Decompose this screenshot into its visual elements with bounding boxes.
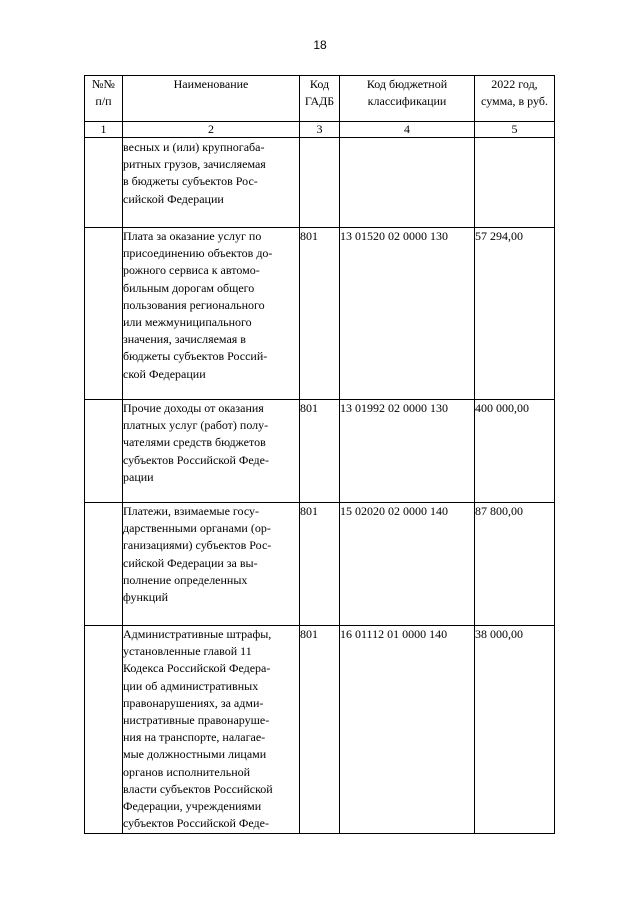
income-name-line: установленные главой 11 <box>123 644 252 659</box>
income-name-line: Кодекса Российской Федера- <box>123 661 271 676</box>
income-name-line: власти субъектов Российской <box>123 781 273 796</box>
header-sum-2022: 2022 год, сумма, в руб. <box>475 76 555 122</box>
income-name-line: сийской Федерации за вы- <box>123 555 258 570</box>
income-name-line: пользования регионального <box>123 297 265 312</box>
budget-classification-cell: 13 01520 02 0000 130 <box>340 228 475 400</box>
row-number-cell <box>85 400 123 503</box>
income-name-line: правонарушениях, за адми- <box>123 695 264 710</box>
table-row <box>85 400 555 503</box>
income-name-line: Плата за оказание услуг по <box>123 229 262 243</box>
row-number-cell <box>85 138 123 228</box>
income-name-line: Федерации, учреждениями <box>123 799 262 814</box>
income-name-line: бильным дорогам общего <box>123 280 255 295</box>
header-name: Наименование <box>123 76 300 122</box>
column-number: 1 <box>85 122 123 138</box>
header-gadb-code: Код ГАДБ <box>300 76 340 122</box>
header-budget-classification-code: Код бюджетной классификации <box>340 76 475 122</box>
budget-table <box>84 75 555 834</box>
row-number-cell <box>85 228 123 400</box>
row-number-cell <box>85 626 123 834</box>
income-name-cell <box>123 626 300 834</box>
income-name-cell <box>123 400 300 503</box>
table-row <box>85 138 555 228</box>
header-row-number: №№ п/п <box>85 76 123 122</box>
gadb-code-cell: 801 <box>300 626 340 834</box>
income-name-cell <box>123 138 300 228</box>
income-name-line: ния на транспорте, налагае- <box>123 730 266 745</box>
income-name-line: функций <box>123 590 168 605</box>
income-name-line: Платежи, взимаемые госу- <box>123 504 260 518</box>
income-name-line: Административные штрафы, <box>123 627 272 641</box>
gadb-code-cell: 801 <box>300 400 340 503</box>
income-name-line: присоединению объектов до- <box>123 246 273 261</box>
income-name-cell <box>123 503 300 626</box>
sum-cell: 57 294,00 <box>475 228 555 400</box>
sum-cell: 87 800,00 <box>475 503 555 626</box>
income-name-line: органов исполнительной <box>123 764 251 779</box>
income-name-line: весных и (или) крупногаба- <box>123 140 265 154</box>
row-number-cell <box>85 503 123 626</box>
column-number-row <box>85 122 555 138</box>
income-name-line: ской Федерации <box>123 366 206 381</box>
income-name-line: рации <box>123 469 154 484</box>
income-name-line: субъектов Российской Феде- <box>123 816 269 831</box>
table-row <box>85 503 555 626</box>
budget-classification-cell: 13 01992 02 0000 130 <box>340 400 475 503</box>
column-number: 3 <box>300 122 340 138</box>
income-name-line: чателями средств бюджетов <box>123 435 266 450</box>
gadb-code-cell: 801 <box>300 228 340 400</box>
income-name-line: сийской Федерации <box>123 191 224 206</box>
income-name-line: бюджеты субъектов Россий- <box>123 349 268 364</box>
gadb-code-cell: 801 <box>300 503 340 626</box>
income-name-line: нистративные правонаруше- <box>123 713 270 728</box>
column-number: 5 <box>475 122 555 138</box>
income-name-line: или межмуниципального <box>123 315 252 330</box>
gadb-code-cell <box>300 138 340 228</box>
income-name-line: дарственными органами (ор- <box>123 521 271 536</box>
page-number: 18 <box>313 38 327 52</box>
income-name-line: в бюджеты субъектов Рос- <box>123 174 258 189</box>
income-name-line: Прочие доходы от оказания <box>123 401 264 415</box>
budget-classification-cell: 15 02020 02 0000 140 <box>340 503 475 626</box>
income-name-line: субъектов Российской Феде- <box>123 452 269 467</box>
budget-classification-cell: 16 01112 01 0000 140 <box>340 626 475 834</box>
income-name-line: полнение определенных <box>123 572 248 587</box>
budget-classification-cell <box>340 138 475 228</box>
column-number: 2 <box>123 122 300 138</box>
income-name-line: мые должностными лицами <box>123 747 267 762</box>
column-number: 4 <box>340 122 475 138</box>
income-name-cell <box>123 228 300 400</box>
income-name-line: ритных грузов, зачисляемая <box>123 157 266 172</box>
income-name-line: значения, зачисляемая в <box>123 332 246 347</box>
sum-cell <box>475 138 555 228</box>
income-name-line: ганизациями) субъектов Рос- <box>123 538 272 553</box>
table-row <box>85 626 555 834</box>
table-header-row <box>85 76 555 122</box>
table-body <box>85 138 555 834</box>
table-row <box>85 228 555 400</box>
sum-cell: 400 000,00 <box>475 400 555 503</box>
income-name-line: платных услуг (работ) полу- <box>123 418 269 433</box>
sum-cell: 38 000,00 <box>475 626 555 834</box>
income-name-line: рожного сервиса к автомо- <box>123 263 260 278</box>
income-name-line: ции об административных <box>123 678 259 693</box>
